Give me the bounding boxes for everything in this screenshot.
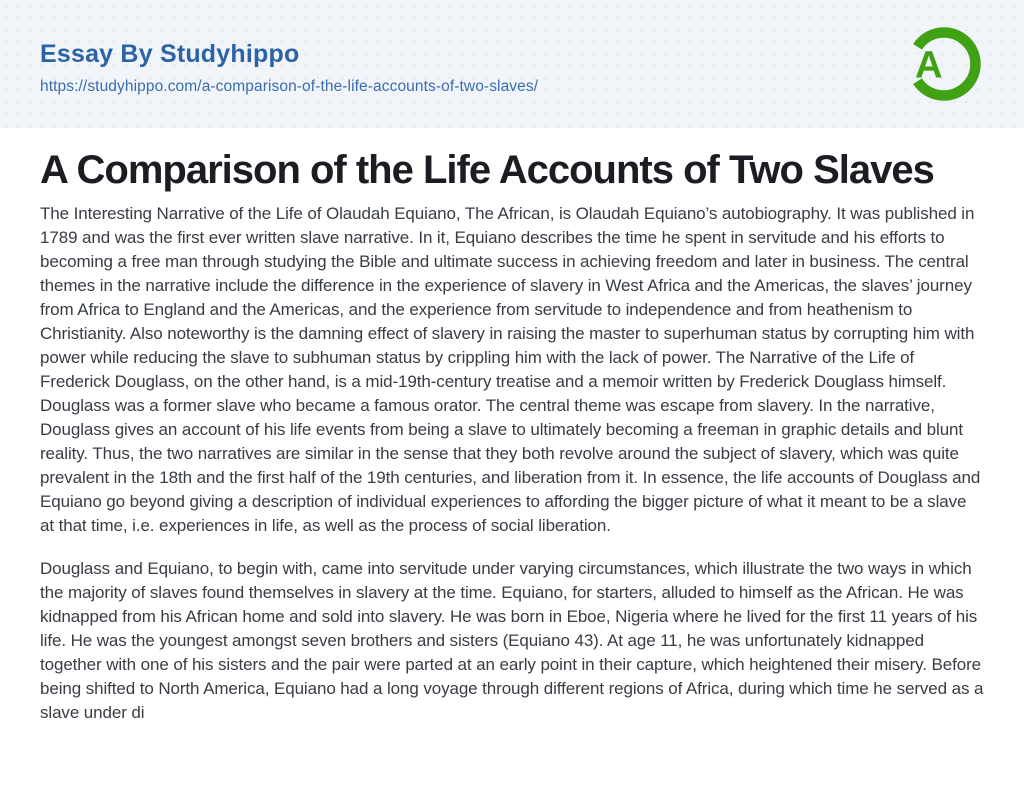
page-header <box>0 0 1024 128</box>
page-url-link[interactable]: https://studyhippo.com/a-comparison-of-the-life-accounts-of-two-slaves/ <box>40 77 539 95</box>
site-title: Essay By Studyhippo <box>40 39 300 68</box>
header-text-block <box>40 33 538 96</box>
essay-paragraph-1: The Interesting Narrative of the Life of Olaudah Equiano, The African, is Olaudah Equiano’s autobiography. It was published in 1789 and was the first ever written slave narrative. In it, Equiano describes the time he spent in servitude and his efforts to becoming a free man through studying the Bible and ultimate success in achieving freedom and later in business. The central themes in the narrative include the difference in the experience of slavery in West Africa and the Americas, the slaves’ journey from Africa to England and the Americas, and the experience from servitude to independence and from heathenism to Christianity. Also noteworthy is the damning effect of slavery in raising the master to superhuman status by corrupting him with power while reducing the slave to subhuman status by crippling him with the lack of power. The Narrative of the Life of Frederick Douglass, on the other hand, is a mid-19th-century treatise and a memoir written by Frederick Douglass himself. Douglass was a former slave who became a famous orator. The central theme was escape from slavery. In the narrative, Douglass gives an account of his life events from being a slave to ultimately becoming a freeman in graphic details and blunt reality. Thus, the two narratives are similar in the sense that they both revolve around the subject of slavery, which was quite prevalent in the 18th and the first half of the 19th centuries, and liberation from it. In essence, the life accounts of Douglass and Equiano go beyond giving a description of individual experiences to affording the bigger picture of what it meant to be a slave at that time, i.e. experiences in life, as well as the process of social liberation. <box>40 203 981 535</box>
studyhippo-arc-logo-icon <box>902 22 986 106</box>
logo-letter: A <box>914 43 943 87</box>
essay-content <box>0 128 1024 725</box>
studyhippo-logo <box>902 22 986 106</box>
essay-paragraph-2: Douglass and Equiano, to begin with, came into servitude under varying circumstances, which illustrate the two ways in which the majority of slaves found themselves in slavery at the time. Equiano, for starters, alluded to himself as the African. He was kidnapped from his African home and sold into slavery. He was born in Eboe, Nigeria where he lived for the first 11 years of his life. He was the youngest amongst seven brothers and sisters (Equiano 43). At age 11, he was unfortunately kidnapped together with one of his sisters and the pair were parted at an early point in their capture, which heightened their misery. Before being shifted to North America, Equiano had a long voyage through different regions of Africa, during which time he served as a slave under di <box>40 558 984 722</box>
essay-body <box>40 202 984 725</box>
essay-title: A Comparison of the Life Accounts of Two Slaves <box>40 148 934 192</box>
